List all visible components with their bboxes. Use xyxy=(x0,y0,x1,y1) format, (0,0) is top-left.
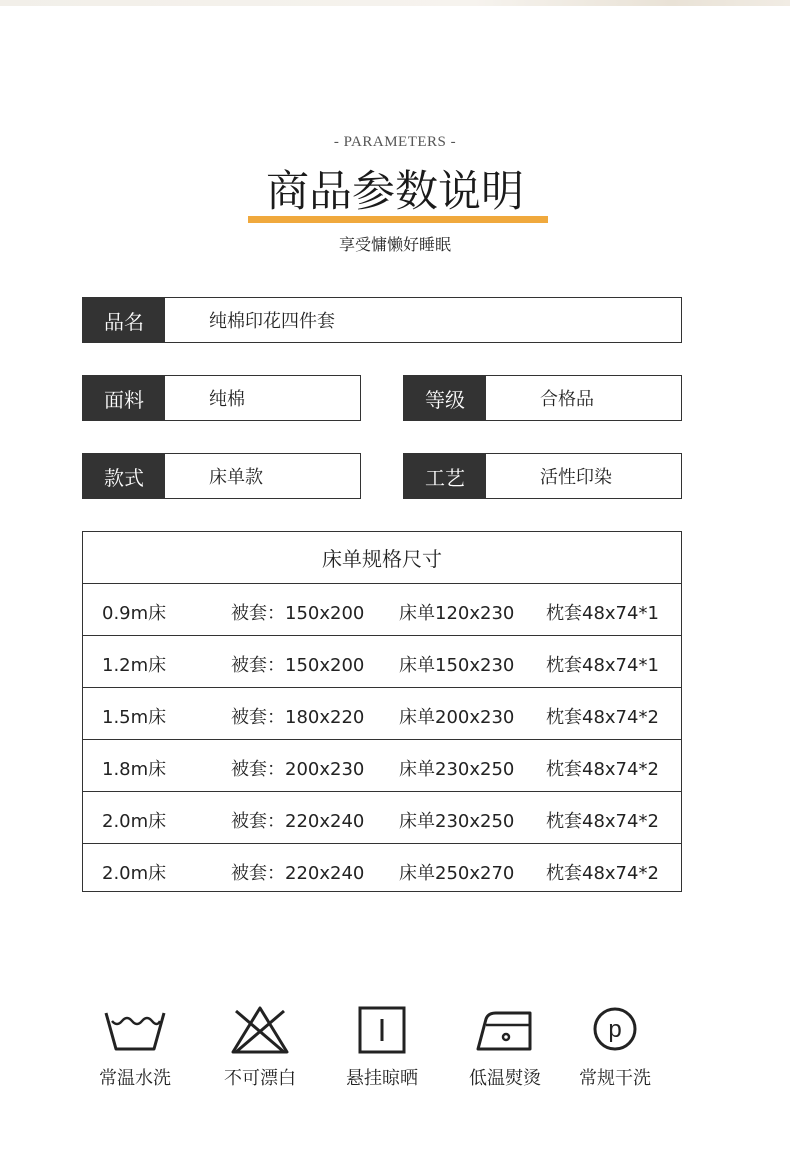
page-title: 商品参数说明 xyxy=(266,167,524,217)
param-value: 纯棉 xyxy=(209,389,245,410)
table-row xyxy=(83,688,681,740)
param-product-name xyxy=(82,297,682,343)
care-label: 常规干洗 xyxy=(579,1068,651,1089)
sheet-size-cell: 床单230x250 xyxy=(399,759,515,780)
param-craft xyxy=(403,453,682,499)
page-subtitle: 享受慵懒好睡眠 xyxy=(338,235,451,254)
param-label: 工艺 xyxy=(404,454,486,498)
sheet-size-cell: 床单120x230 xyxy=(399,603,515,624)
param-value: 活性印染 xyxy=(540,467,612,488)
pillow-size-cell: 枕套48x74*2 xyxy=(546,759,659,780)
param-value: 合格品 xyxy=(540,389,594,410)
low-iron-icon xyxy=(450,1005,560,1057)
bed-size-cell: 2.0m床 xyxy=(102,811,167,832)
table-row xyxy=(83,636,681,688)
bed-size-cell: 2.0m床 xyxy=(102,863,167,884)
size-table xyxy=(82,531,682,892)
param-style xyxy=(82,453,361,499)
wash-tub-icon xyxy=(80,1005,190,1057)
duvet-size-cell: 被套：150x200 xyxy=(231,603,365,624)
dry-clean-icon xyxy=(560,1005,670,1057)
size-table-title: 床单规格尺寸 xyxy=(83,532,681,584)
param-label: 面料 xyxy=(83,376,165,420)
bed-size-cell: 0.9m床 xyxy=(102,603,167,624)
hang-dry-icon xyxy=(327,1005,437,1057)
care-label: 不可漂白 xyxy=(224,1068,296,1089)
pillow-size-cell: 枕套48x74*1 xyxy=(546,603,659,624)
duvet-size-cell: 被套：150x200 xyxy=(231,655,365,676)
param-grade xyxy=(403,375,682,421)
care-dry-clean xyxy=(560,1005,670,1090)
no-bleach-icon xyxy=(205,1005,315,1057)
pillow-size-cell: 枕套48x74*2 xyxy=(546,707,659,728)
bed-size-cell: 1.8m床 xyxy=(102,759,167,780)
sheet-size-cell: 床单230x250 xyxy=(399,811,515,832)
section-subheading: - PARAMETERS - xyxy=(333,134,457,150)
param-label: 款式 xyxy=(83,454,165,498)
pillow-size-cell: 枕套48x74*2 xyxy=(546,811,659,832)
care-label: 低温熨烫 xyxy=(469,1068,541,1089)
sheet-size-cell: 床单150x230 xyxy=(399,655,515,676)
param-value: 床单款 xyxy=(209,467,263,488)
duvet-size-cell: 被套：180x220 xyxy=(231,707,365,728)
bed-size-cell: 1.5m床 xyxy=(102,707,167,728)
duvet-size-cell: 被套：220x240 xyxy=(231,811,365,832)
bed-size-cell: 1.2m床 xyxy=(102,655,167,676)
dry-clean-glyph: p xyxy=(608,1016,622,1043)
table-row xyxy=(83,844,681,896)
param-fabric xyxy=(82,375,361,421)
care-low-iron xyxy=(450,1005,560,1090)
pillow-size-cell: 枕套48x74*2 xyxy=(546,863,659,884)
param-label: 品名 xyxy=(83,298,165,342)
param-label: 等级 xyxy=(404,376,486,420)
duvet-size-cell: 被套：220x240 xyxy=(231,863,365,884)
table-row xyxy=(83,792,681,844)
sheet-size-cell: 床单250x270 xyxy=(399,863,515,884)
top-banner-strip xyxy=(0,0,790,6)
param-value: 纯棉印花四件套 xyxy=(209,311,335,332)
care-no-bleach xyxy=(205,1005,315,1090)
sheet-size-cell: 床单200x230 xyxy=(399,707,515,728)
care-label: 常温水洗 xyxy=(99,1068,171,1089)
table-row xyxy=(83,740,681,792)
table-row xyxy=(83,584,681,636)
care-wash xyxy=(80,1005,190,1090)
duvet-size-cell: 被套：200x230 xyxy=(231,759,365,780)
care-hang-dry xyxy=(327,1005,437,1090)
pillow-size-cell: 枕套48x74*1 xyxy=(546,655,659,676)
care-label: 悬挂晾晒 xyxy=(346,1068,418,1089)
